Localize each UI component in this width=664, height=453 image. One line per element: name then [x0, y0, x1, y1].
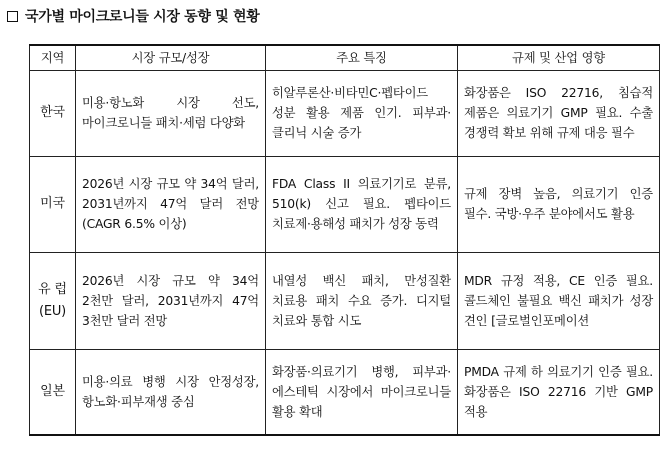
- header-regulation: 규제 및 산업 영향: [458, 45, 660, 70]
- features-cell: 내열성 백신 패치, 만성질환 치료용 패치 수요 증가. 디지털 치료와 통합 시도: [266, 252, 458, 349]
- table-row-japan: [30, 349, 660, 435]
- table-header-row: [30, 45, 660, 70]
- header-key-features: 주요 특징: [266, 45, 458, 70]
- header-market-size: 시장 규모/성장: [76, 45, 266, 70]
- region-cell: 유 럽 (EU): [30, 252, 76, 349]
- market-cell: 미용·항노화 시장 선도, 마이크로니들 패치·세럼 다양화: [76, 70, 266, 156]
- title-text: 국가별 마이크로니들 시장 동향 및 현황: [25, 9, 260, 25]
- table-row-korea: [30, 70, 660, 156]
- regulation-cell: 규제 장벽 높음, 의료기기 인증 필수. 국방·우주 분야에서도 활용: [458, 156, 660, 252]
- market-trend-table: [29, 44, 660, 436]
- regulation-cell: MDR 규정 적용, CE 인증 필요. 콜드체인 불필요 백신 패치가 성장 견인 [글로벌인포메이션: [458, 252, 660, 349]
- section-title: [7, 4, 259, 28]
- features-cell: FDA Class II 의료기기로 분류, 510(k) 신고 필요. 펩타이드 치료제·용해성 패치가 성장 동력: [266, 156, 458, 252]
- features-cell: 히알루론산·비타민C·펩타이드 성분 활용 제품 인기. 피부과·클리닉 시술 증가: [266, 70, 458, 156]
- table-row-usa: [30, 156, 660, 252]
- checkbox-square-icon: [7, 11, 18, 22]
- market-cell: 2026년 시장 규모 약 34억 2천만 달러, 2031년까지 47억 3천만 달러 전망: [76, 252, 266, 349]
- region-cell: 미국: [30, 156, 76, 252]
- features-cell: 화장품·의료기기 병행, 피부과·에스테틱 시장에서 마이크로니들 활용 확대: [266, 349, 458, 435]
- market-cell: 2026년 시장 규모 약 34억 달러, 2031년까지 47억 달러 전망 (CAGR 6.5% 이상): [76, 156, 266, 252]
- region-cell: 일본: [30, 349, 76, 435]
- table-row-eu: [30, 252, 660, 349]
- header-region: 지역: [30, 45, 76, 70]
- region-cell: 한국: [30, 70, 76, 156]
- market-cell: 미용·의료 병행 시장 안정성장, 항노화·피부재생 중심: [76, 349, 266, 435]
- regulation-cell: PMDA 규제 하 의료기기 인증 필요. 화장품은 ISO 22716 기반 GMP 적용: [458, 349, 660, 435]
- regulation-cell: 화장품은 ISO 22716, 침습적 제품은 의료기기 GMP 필요. 수출 경쟁력 확보 위해 규제 대응 필수: [458, 70, 660, 156]
